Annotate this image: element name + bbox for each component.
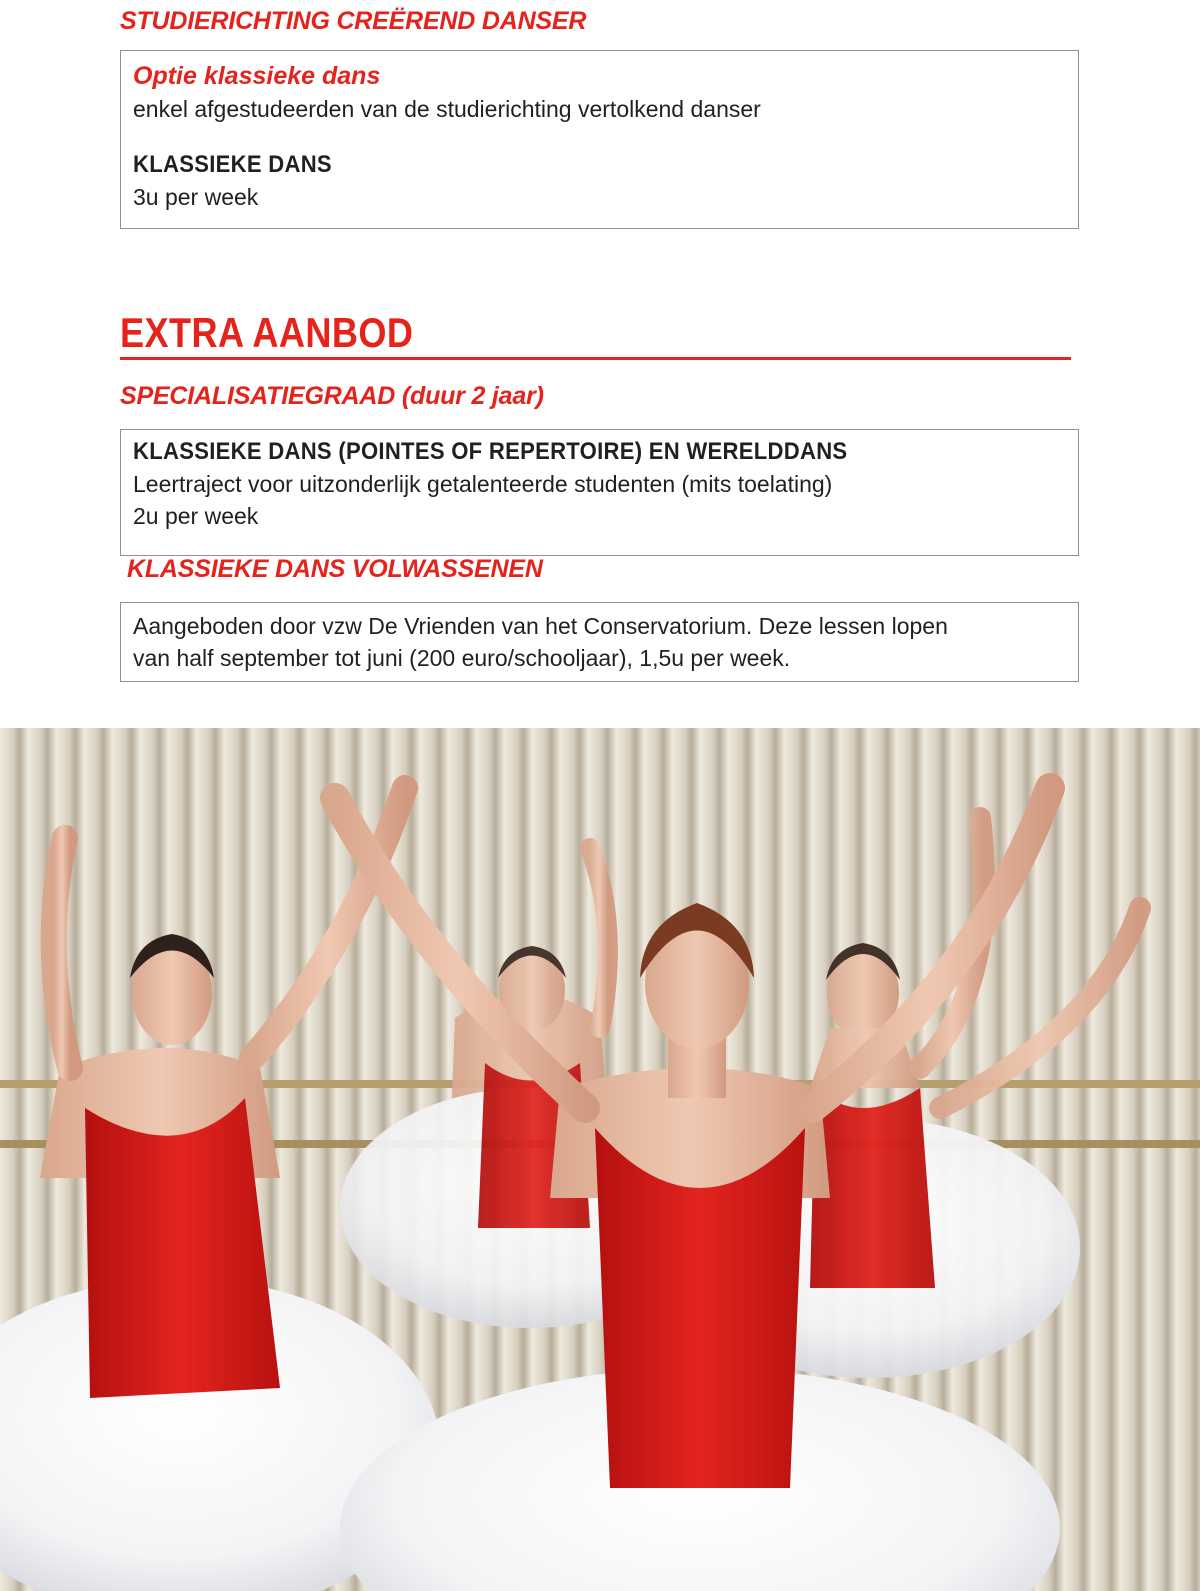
ballet-dancers-illustration: [0, 728, 1200, 1591]
info-box-specialisatiegraad: [120, 429, 1079, 556]
course-hours: 2u per week: [133, 503, 259, 529]
option-title: Optie klassieke dans: [133, 62, 381, 90]
volwassenen-text-line1: Aangeboden door vzw De Vrienden van het Conservatorium. Deze lessen lopen: [133, 613, 948, 639]
section-title-extra-aanbod: EXTRA AANBOD: [120, 309, 414, 356]
course-title: KLASSIEKE DANS: [133, 151, 332, 178]
volwassenen-text-line2: van half september tot juni (200 euro/schooljaar), 1,5u per week.: [133, 645, 791, 671]
info-box-volwassenen: [120, 602, 1079, 682]
subtitle-specialisatiegraad: SPECIALISATIEGRAAD (duur 2 jaar): [120, 382, 544, 410]
course-title: KLASSIEKE DANS (POINTES OF REPERTOIRE) EN WERELDDANS: [133, 438, 848, 465]
ballet-dancers-photo: [0, 728, 1200, 1591]
course-hours: 3u per week: [133, 184, 259, 210]
course-description: Leertraject voor uitzonderlijk getalenteerde studenten (mits toelating): [133, 471, 833, 497]
section-subtitle-creerend-danser: STUDIERICHTING CREËREND DANSER: [120, 7, 587, 35]
section-divider: [120, 357, 1071, 360]
subtitle-klassieke-dans-volwassenen: KLASSIEKE DANS VOLWASSENEN: [127, 555, 543, 583]
info-box-optie-klassieke-dans: [120, 50, 1079, 229]
option-text: enkel afgestudeerden van de studierichting vertolkend danser: [133, 96, 761, 122]
